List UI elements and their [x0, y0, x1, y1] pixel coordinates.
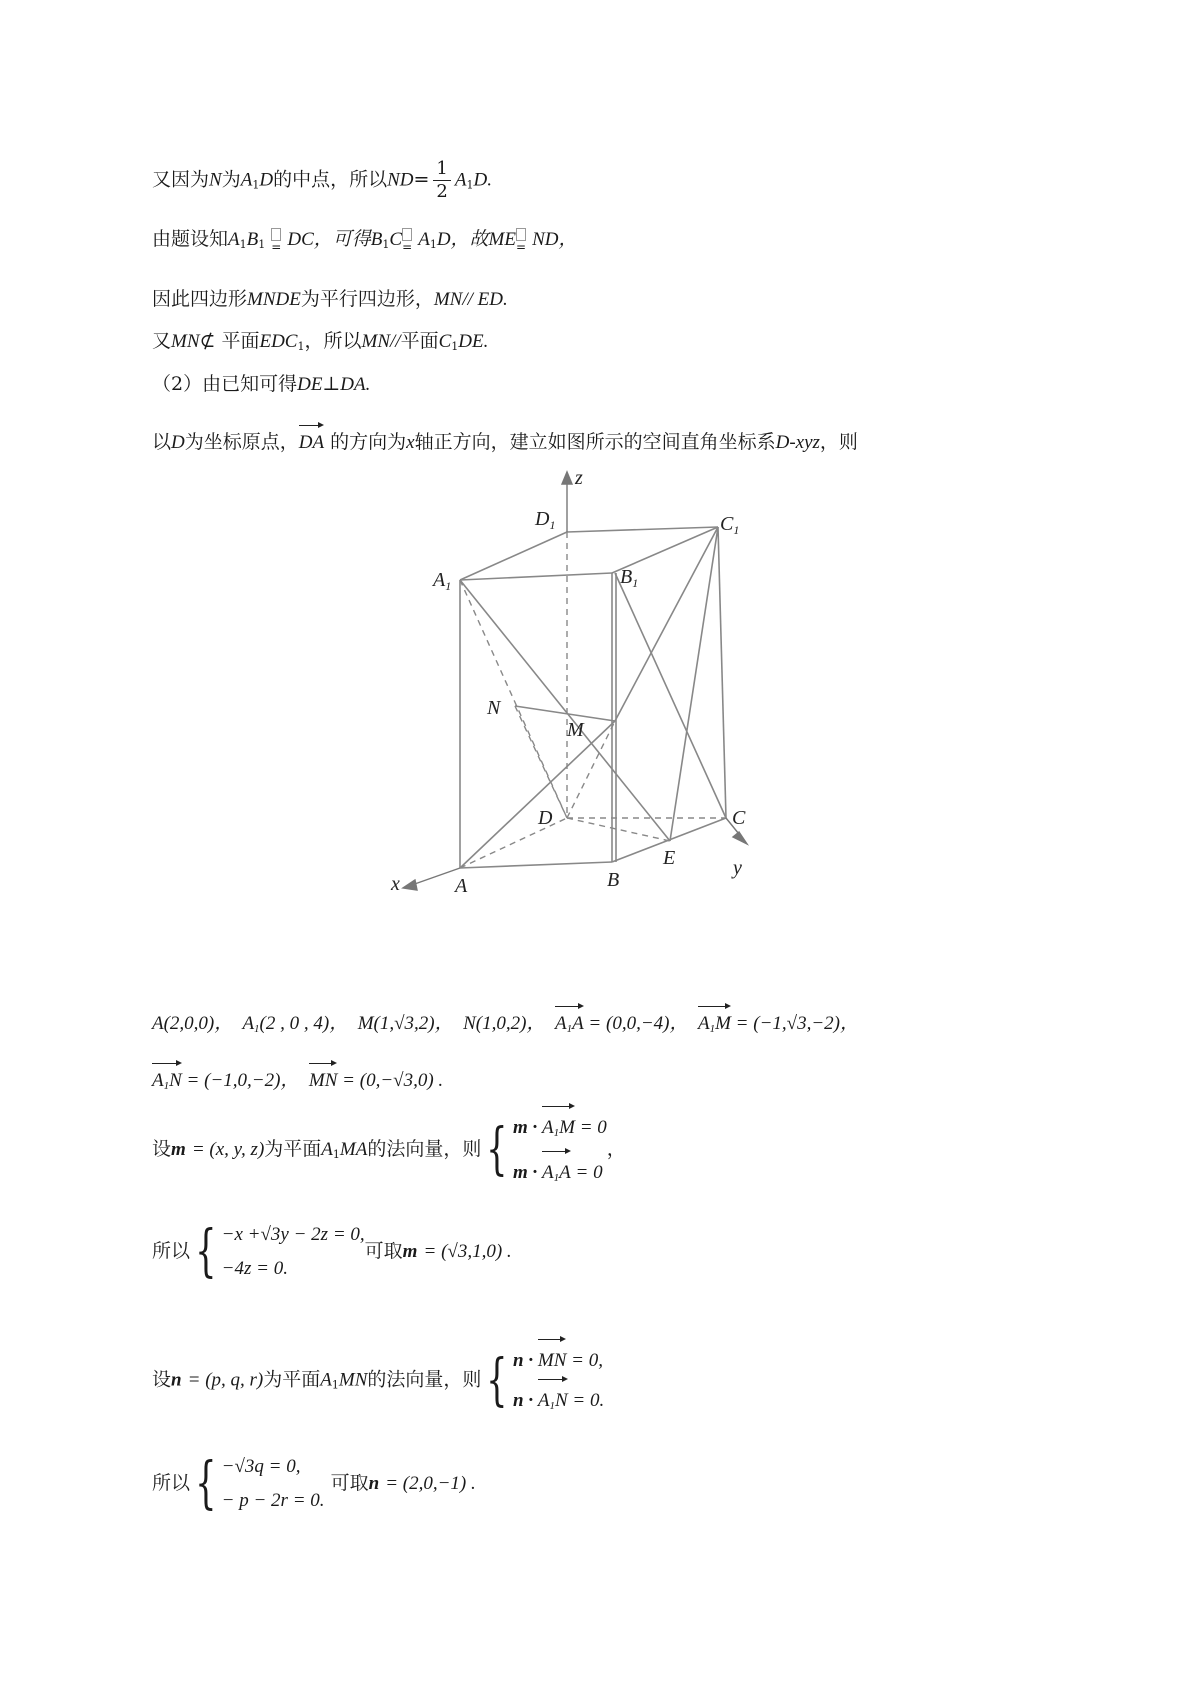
- text: ，所以: [304, 330, 362, 352]
- label-D1: $D_1$: [535, 508, 556, 532]
- var: DE.: [458, 331, 489, 352]
- sqrt: √3: [786, 1013, 807, 1034]
- sqrt: √3: [394, 1013, 415, 1034]
- var: DA.: [340, 374, 371, 395]
- var-n: n: [171, 1369, 182, 1391]
- m-value-end: ,1,0) .: [467, 1241, 512, 1262]
- text: D，故: [436, 229, 489, 250]
- label-A: A: [455, 875, 468, 897]
- label-B1: $B_1$: [620, 566, 639, 590]
- text: 设: [152, 1138, 172, 1160]
- label-x: x: [391, 873, 400, 895]
- normal-n-line: [152, 1338, 604, 1423]
- text: DC，可得: [287, 229, 371, 250]
- subscript: 1: [239, 238, 247, 251]
- subscript: 1: [382, 238, 390, 251]
- m-value: = (: [423, 1241, 448, 1262]
- text: 又因为: [152, 168, 210, 191]
- sqrt: √3: [447, 1241, 468, 1262]
- point-M: M(1,: [357, 1013, 395, 1034]
- var: A: [321, 1139, 333, 1160]
- subscript: 1: [252, 178, 260, 192]
- var: A: [228, 229, 240, 250]
- point-N: N(1,0,2)，: [463, 1013, 546, 1034]
- label-N: N: [487, 697, 501, 719]
- var-D: D: [259, 169, 274, 191]
- text: 为平面: [263, 1368, 321, 1391]
- var: MN//: [361, 331, 401, 352]
- var: B: [370, 229, 383, 250]
- text-line-3: [152, 286, 508, 313]
- var: MA: [339, 1139, 368, 1160]
- system-n: n · MN = 0, $n \cdot A_1N = 0$.: [513, 1338, 604, 1423]
- text-line-4: [152, 328, 488, 360]
- var-m: m: [402, 1241, 418, 1262]
- denominator: 2: [436, 181, 448, 202]
- var: MN// ED.: [433, 289, 508, 310]
- vector-A1M-end: ,−2)，: [806, 1013, 859, 1034]
- label-y: y: [733, 857, 742, 879]
- var: D: [171, 432, 185, 453]
- coords-line-1: [152, 1005, 859, 1042]
- text-line-5: [152, 371, 370, 398]
- text: 所以: [152, 1240, 191, 1262]
- text: =: [413, 168, 430, 191]
- point-M-end: ,2)，: [414, 1013, 454, 1034]
- coords-line-2: [152, 1062, 443, 1099]
- var-n: n: [368, 1473, 380, 1494]
- text: 平面: [400, 330, 439, 352]
- var: x: [406, 432, 415, 453]
- var: C: [438, 331, 452, 352]
- vector-A1N-value: = (−1,0,−2)，: [186, 1070, 300, 1091]
- label-M: M: [567, 719, 584, 741]
- var: MN: [338, 1369, 368, 1391]
- vector-A1A: $A_1A$: [555, 1005, 584, 1042]
- label-C1: $C_1$: [720, 513, 740, 537]
- text: 为平面: [264, 1138, 322, 1160]
- solve-m-line: [152, 1218, 512, 1286]
- var: B: [246, 229, 259, 250]
- var-N: N: [209, 169, 222, 191]
- text: ND，: [532, 229, 578, 250]
- brace: {: [195, 1451, 217, 1516]
- n-components: = (p, q, r): [187, 1369, 264, 1391]
- var-A: A: [454, 169, 467, 191]
- text: 的方向为: [330, 431, 407, 453]
- text-line-2: [152, 226, 578, 258]
- text: 所以: [152, 1472, 191, 1494]
- subscript: 1: [466, 178, 474, 192]
- label-A1: $A_1$: [433, 569, 452, 593]
- parallel-equal-symbol: =: [516, 228, 526, 252]
- point-A: A(2,0,0)，: [152, 1013, 234, 1034]
- subscript: 1: [258, 238, 266, 251]
- parallel-equal-symbol: =: [271, 228, 281, 252]
- text: 轴正方向，建立如图所示的空间直角坐标系: [414, 431, 776, 453]
- text: 的法向量，则: [367, 1138, 482, 1160]
- text-line-1: [152, 158, 492, 203]
- m-components: = (x, y, z): [191, 1139, 265, 1160]
- system-m-eq: −x +√3y − 2z = 0, −4z = 0.: [221, 1224, 365, 1279]
- fraction-half: [433, 158, 450, 203]
- text: 的中点，所以: [273, 168, 388, 191]
- var: A: [418, 229, 430, 250]
- var-ND: ND: [387, 169, 414, 191]
- vector-A1N: $A_1N$: [152, 1062, 182, 1099]
- text: 为: [221, 168, 241, 191]
- solve-n-line: [152, 1450, 476, 1518]
- point-A1-coords: (2 , 0 , 4)，: [259, 1013, 349, 1034]
- vector-MN-value: = (0,−: [342, 1070, 394, 1091]
- text: ，: [606, 1138, 626, 1160]
- var: EDC: [259, 331, 298, 352]
- vector-MN-end: ,0) .: [413, 1070, 444, 1091]
- vector-A1M-value: = (−1,: [735, 1013, 787, 1034]
- numerator: 1: [433, 158, 450, 181]
- brace: {: [486, 1347, 508, 1413]
- text: 以: [152, 431, 172, 453]
- system-n-eq: −√3q = 0, − p − 2r = 0.: [221, 1456, 325, 1511]
- vector-A1A-value: = (0,0,−4)，: [588, 1013, 689, 1034]
- system-m: $m \cdot A_1M = 0$ $m \cdot A_1A = 0$: [513, 1105, 607, 1195]
- vector-A1M: $A_1M$: [698, 1005, 731, 1042]
- label-z: z: [575, 467, 583, 489]
- subscript: 1: [254, 1023, 260, 1035]
- label-C: C: [732, 807, 746, 829]
- label-E: E: [663, 847, 676, 869]
- var: MNDE: [247, 289, 301, 310]
- text: 由题设知: [152, 228, 229, 250]
- point-A1: A: [242, 1013, 255, 1034]
- brace: {: [195, 1219, 217, 1284]
- text: 设: [152, 1368, 172, 1391]
- var: D-xyz: [775, 432, 820, 453]
- text: 为坐标原点，: [184, 431, 299, 453]
- text: （2）由已知可得: [152, 373, 298, 395]
- var: A: [320, 1369, 332, 1391]
- text: 又: [152, 330, 172, 352]
- vector-DA: DA: [299, 424, 324, 456]
- sqrt: √3: [393, 1070, 414, 1091]
- text: ⊄ 平面: [199, 330, 260, 352]
- subscript: 1: [297, 340, 305, 353]
- var: ME: [488, 229, 516, 250]
- var-D: D.: [473, 169, 492, 191]
- cuboid-figure: [391, 467, 805, 900]
- var: MN: [171, 331, 200, 352]
- text: ，则: [819, 431, 858, 453]
- text: 可取: [330, 1472, 369, 1494]
- n-value: = (2,0,−1) .: [385, 1473, 476, 1494]
- brace: {: [486, 1117, 508, 1182]
- var: C: [389, 229, 403, 250]
- text: 的法向量，则: [367, 1368, 482, 1391]
- var-m: m: [171, 1139, 186, 1160]
- parallel-equal-symbol: =: [402, 228, 412, 252]
- normal-m-line: [152, 1105, 626, 1195]
- vector-MN: MN: [309, 1062, 338, 1094]
- subscript: 1: [429, 238, 437, 251]
- text-line-6: [152, 424, 858, 456]
- subscript: 1: [451, 340, 459, 353]
- text: 可取: [364, 1240, 403, 1262]
- subscript: 1: [331, 1378, 339, 1392]
- var: DE: [297, 374, 323, 395]
- label-D: D: [538, 807, 553, 829]
- subscript: 1: [332, 1148, 340, 1161]
- label-B: B: [607, 869, 620, 891]
- var-A: A: [240, 169, 253, 191]
- text: ⊥: [322, 373, 341, 395]
- text: 为平行四边形，: [300, 288, 434, 310]
- text: 因此四边形: [152, 288, 248, 310]
